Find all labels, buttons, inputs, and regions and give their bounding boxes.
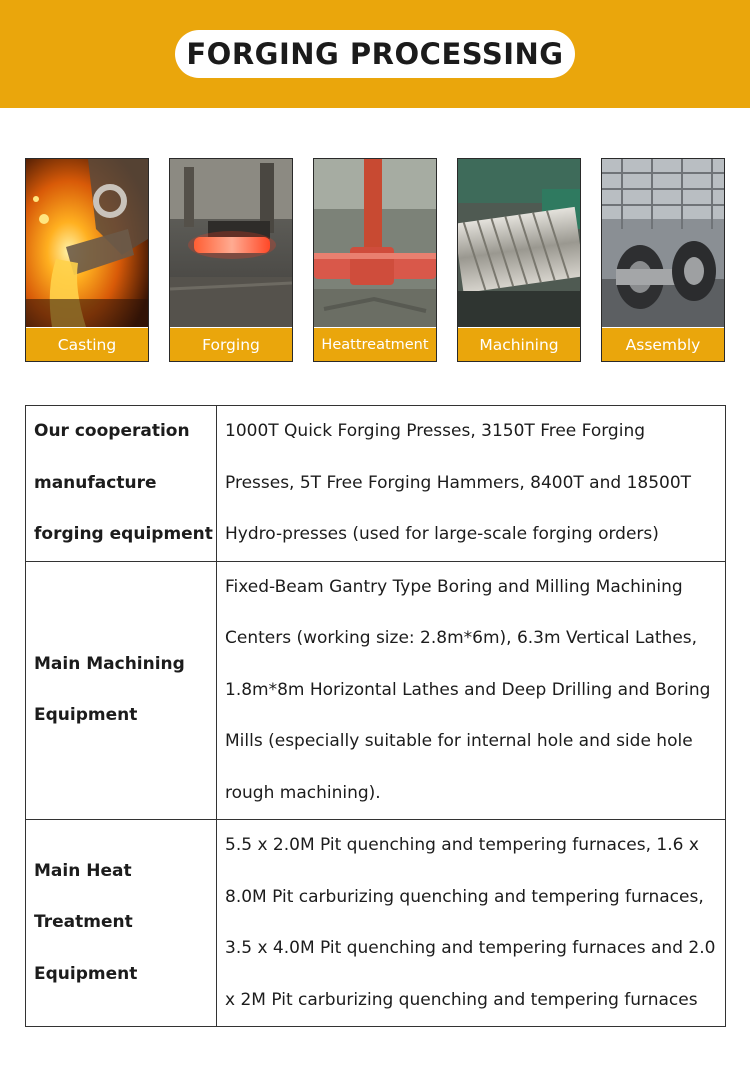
row-heading-machining-equipment: [26, 561, 217, 820]
row-heading-heat-treatment-equipment: [26, 820, 217, 1027]
heated-shaft-crane-photo-icon: [314, 159, 436, 327]
process-card-assembly: [601, 158, 725, 362]
red-hot-billet-photo-icon: [170, 159, 292, 327]
content-line: Fixed-Beam Gantry Type Boring and Milling Machining: [225, 576, 683, 597]
molten-metal-pour-photo-icon: [26, 159, 148, 327]
process-label-heattreatment: Heattreatment: [314, 327, 436, 361]
row-content-forging-equipment: [217, 406, 726, 562]
heading-line: Treatment: [34, 912, 133, 933]
row-content-machining-equipment: [217, 561, 726, 820]
process-steps: [25, 158, 725, 362]
table-row: [26, 406, 726, 562]
table-row: [26, 820, 726, 1027]
process-label-assembly: Assembly: [602, 327, 724, 361]
row-content-heat-treatment-equipment: [217, 820, 726, 1027]
content-line: 3.5 x 4.0M Pit quenching and tempering furnaces and 2.0: [225, 938, 716, 958]
process-card-forging: [169, 158, 293, 362]
process-label-machining: Machining: [458, 327, 580, 361]
content-line: Hydro-presses (used for large-scale forging orders): [225, 524, 659, 544]
content-line: 5.5 x 2.0M Pit quenching and tempering furnaces, 1.6 x: [225, 835, 699, 855]
heading-line: manufacture: [34, 472, 157, 493]
content-line: Mills (especially suitable for internal hole and side hole: [225, 731, 693, 751]
heading-line: Equipment: [34, 963, 138, 984]
content-line: 8.0M Pit carburizing quenching and tempering furnaces,: [225, 886, 704, 907]
rollers-workshop-photo-icon: [602, 159, 724, 327]
row-heading-forging-equipment: [26, 406, 217, 562]
equipment-spec-table: [25, 405, 726, 1027]
process-card-casting: [25, 158, 149, 362]
content-line: 1000T Quick Forging Presses, 3150T Free Forging: [225, 421, 646, 441]
page-title: FORGING PROCESSING: [175, 30, 575, 78]
process-label-casting: Casting: [26, 327, 148, 361]
heading-line: Equipment: [34, 705, 138, 726]
header-banner: [0, 0, 750, 108]
heading-line: forging equipment: [34, 524, 213, 544]
content-line: x 2M Pit carburizing quenching and tempering furnaces: [225, 989, 698, 1010]
content-line: Presses, 5T Free Forging Hammers, 8400T and 18500T: [225, 472, 692, 493]
content-line: 1.8m*8m Horizontal Lathes and Deep Drilling and Boring: [225, 679, 711, 700]
process-card-heattreatment: [313, 158, 437, 362]
content-line: rough machining).: [225, 782, 381, 803]
heading-line: Main Heat: [34, 860, 132, 881]
heading-line: Main Machining: [34, 653, 185, 674]
gear-shaft-lathe-photo-icon: [458, 159, 580, 327]
table-row: [26, 561, 726, 820]
heading-line: Our cooperation: [34, 421, 190, 441]
process-card-machining: [457, 158, 581, 362]
process-label-forging: Forging: [170, 327, 292, 361]
content-line: Centers (working size: 2.8m*6m), 6.3m Vertical Lathes,: [225, 628, 698, 648]
